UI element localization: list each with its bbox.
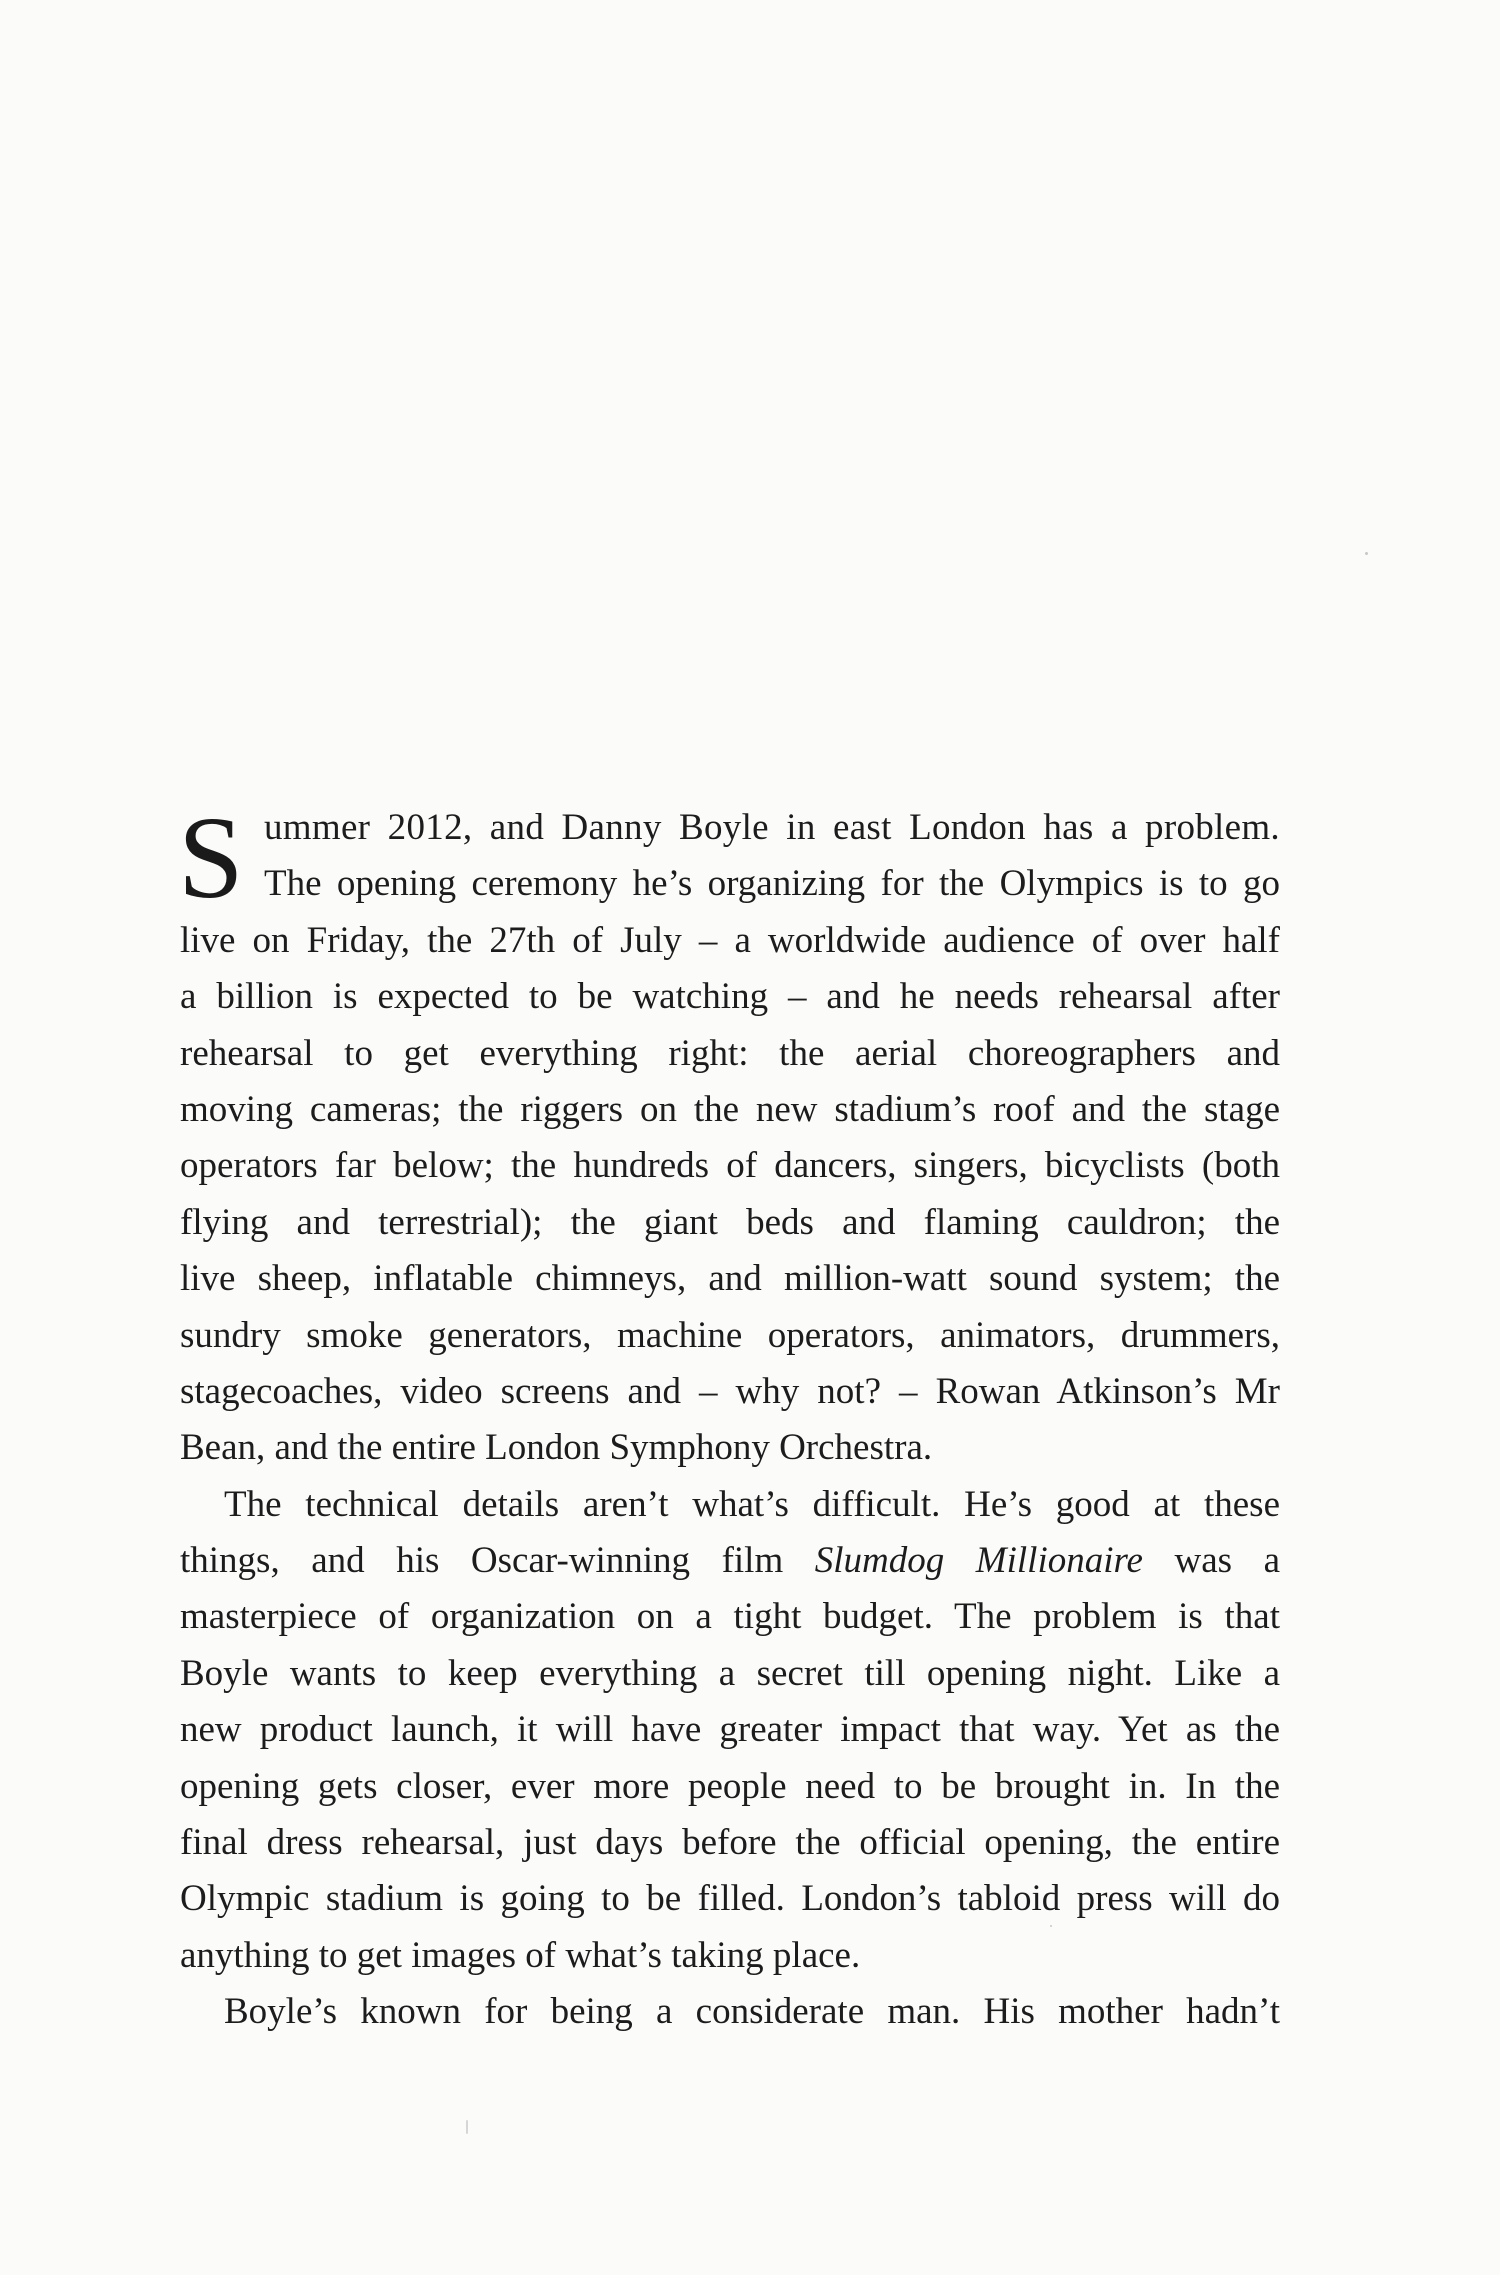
text-line: live sheep, inflatable chimneys, and million-watt sound system; the: [180, 1258, 1280, 1300]
text-line: Olympic stadium is going to be filled. London’s tabloid press will do: [180, 1878, 1280, 1920]
text-line: ummer 2012, and Danny Boyle in east London has a problem.: [264, 807, 1280, 848]
paragraph-1: [178, 792, 1280, 1477]
text-line: a billion is expected to be watching – and he needs rehearsal after: [180, 976, 1280, 1018]
paragraph-3: [180, 1984, 1280, 2040]
text-line: [180, 1533, 1280, 1589]
text-line: new product launch, it will have greater impact that way. Yet as the: [180, 1709, 1280, 1751]
text-line: anything to get images of what’s taking place.: [180, 1934, 861, 1976]
text-line: opening gets closer, ever more people need to be brought in. In the: [180, 1765, 1280, 1807]
text-line: stagecoaches, video screens and – why not? – Rowan Atkinson’s Mr: [180, 1370, 1280, 1412]
text-line: final dress rehearsal, just days before the official opening, the entire: [180, 1822, 1280, 1864]
text-line: The technical details aren’t what’s difficult. He’s good at these: [224, 1483, 1280, 1525]
text-line: masterpiece of organization on a tight budget. The problem is that: [180, 1596, 1280, 1638]
text-line: rehearsal to get everything right: the aerial choreographers and: [180, 1032, 1280, 1074]
scan-speck: [1050, 1925, 1052, 1927]
text-line: Bean, and the entire London Symphony Orchestra.: [180, 1427, 933, 1469]
text-line: sundry smoke generators, machine operators, animators, drummers,: [180, 1314, 1280, 1356]
drop-cap: S: [178, 792, 244, 923]
text-line: operators far below; the hundreds of dancers, singers, bicyclists (both: [180, 1145, 1280, 1187]
paragraph-2: [180, 1477, 1280, 1985]
body-text: [178, 792, 1280, 2041]
scan-speck: [1365, 552, 1368, 555]
text-fragment: things, and his Oscar-winning film: [180, 1540, 784, 1582]
text-line: The opening ceremony he’s organizing for the Olympics is to go: [264, 863, 1280, 905]
scan-speck: [466, 2120, 468, 2134]
text-line: Boyle’s known for being a considerate man. His mother hadn’t: [224, 1991, 1280, 2033]
text-fragment: was a: [1174, 1540, 1280, 1582]
text-line: live on Friday, the 27th of July – a worldwide audience of over half: [180, 919, 1280, 961]
film-title: Slumdog Millionaire: [814, 1540, 1143, 1582]
text-line: moving cameras; the riggers on the new stadium’s roof and the stage: [180, 1088, 1280, 1130]
text-line: flying and terrestrial); the giant beds and flaming cauldron; the: [180, 1201, 1280, 1243]
text-line: Boyle wants to keep everything a secret till opening night. Like a: [180, 1652, 1280, 1694]
